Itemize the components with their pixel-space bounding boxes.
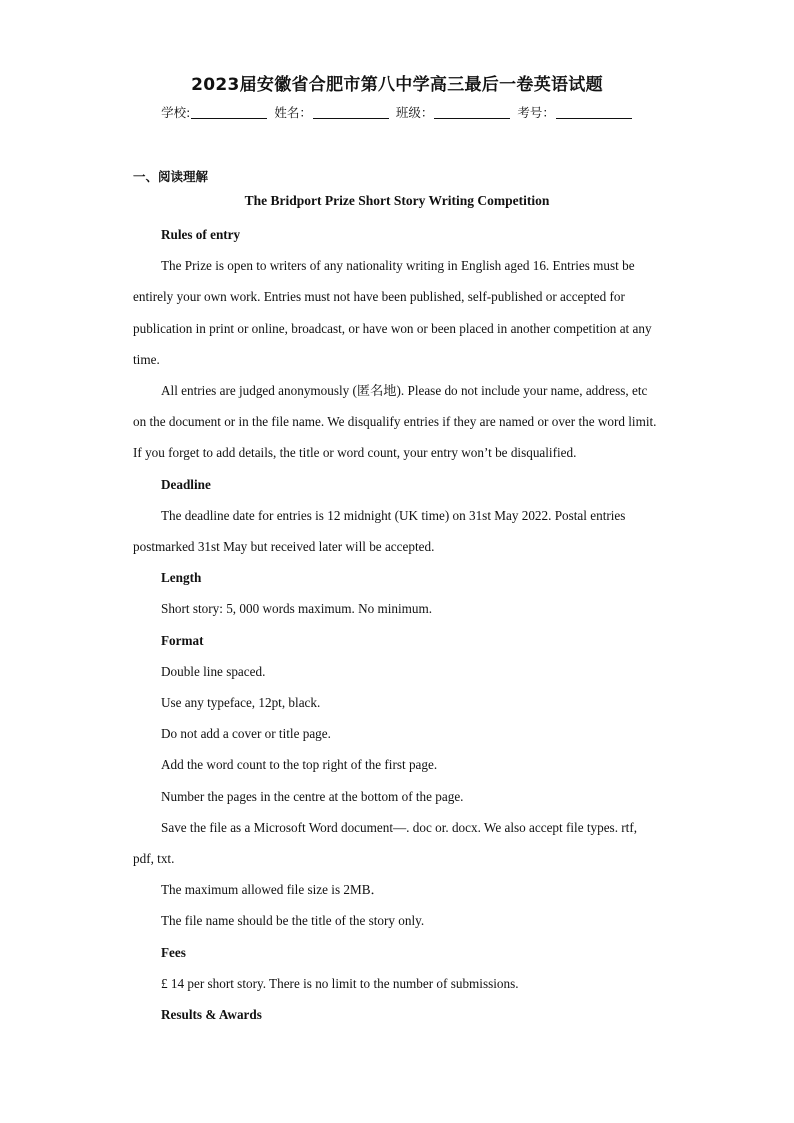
length-paragraph: Short story: 5, 000 words maximum. No minimum. bbox=[161, 601, 433, 617]
results-heading: Results & Awards bbox=[161, 1007, 262, 1023]
format-save-paragraph: Save the file as a Microsoft Word document—. doc or. docx. We also accept file types. rtf, pdf, txt. bbox=[133, 819, 638, 867]
format-item: Double line spaced. bbox=[161, 663, 266, 679]
rules-paragraph-1: The Prize is open to writers of any nationality writing in English aged 16. Entries must be entirely your own work. Entries must not have been published, self-published or accepted for publication in print or online, broadcast, or have won or been placed in another competition at any time. bbox=[133, 258, 652, 367]
student-info-row bbox=[0, 103, 794, 121]
school-label: 学校: bbox=[161, 105, 191, 120]
format-filename: The file name should be the title of the story only. bbox=[161, 913, 425, 929]
rules-heading: Rules of entry bbox=[161, 227, 241, 242]
format-heading: Format bbox=[161, 632, 204, 648]
format-item: Do not add a cover or title page. bbox=[161, 726, 331, 742]
format-item: Number the pages in the centre at the bottom of the page. bbox=[161, 788, 464, 804]
rules-paragraph-2: All entries are judged anonymously (匿名地). Please do not include your name, address, etc on the document or in the file name. We disqualify entries if they are named or over the word limit. If you forget to add details, the title or word count, your entry won’t be disqualified. bbox=[133, 383, 657, 461]
fees-heading: Fees bbox=[161, 944, 186, 960]
name-label: 姓名： bbox=[274, 105, 312, 120]
deadline-heading: Deadline bbox=[161, 476, 211, 492]
page-title: 2023届安徽省合肥市第八中学高三最后一卷英语试题 bbox=[191, 75, 603, 95]
length-heading: Length bbox=[161, 570, 202, 586]
article-body bbox=[133, 219, 661, 1030]
name-blank[interactable] bbox=[313, 105, 389, 119]
exam-number-blank[interactable] bbox=[556, 105, 632, 119]
format-item: Use any typeface, 12pt, black. bbox=[161, 695, 321, 711]
fees-paragraph: £ 14 per short story. There is no limit to the number of submissions. bbox=[161, 975, 519, 991]
format-item: Add the word count to the top right of the first page. bbox=[161, 757, 438, 773]
article-title: The Bridport Prize Short Story Writing Competition bbox=[244, 193, 550, 208]
section-heading: 一、阅读理解 bbox=[133, 169, 209, 184]
format-size: The maximum allowed file size is 2MB． bbox=[161, 882, 384, 898]
class-blank[interactable] bbox=[434, 105, 510, 119]
class-label: 班级： bbox=[395, 105, 434, 120]
deadline-paragraph: The deadline date for entries is 12 midnight (UK time) on 31st May 2022. Postal entries postmarked 31st May but received later will be accepted. bbox=[133, 507, 626, 555]
school-blank[interactable] bbox=[191, 105, 267, 119]
exam-number-label: 考号： bbox=[517, 105, 555, 120]
